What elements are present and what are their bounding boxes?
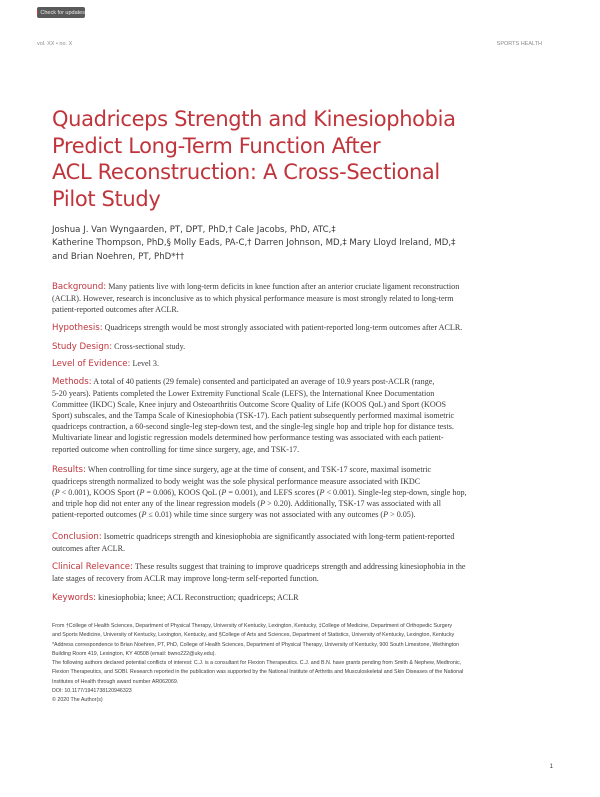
footnote-line: and Sports Medicine, University of Kentucky, Lexington, Kentucky, and §College of Arts and Sciences, Department of Statistics, University of Kentucky, Lexington, Kentucky <box>52 632 455 639</box>
crossmark-icon <box>37 10 38 15</box>
section-label: Background: <box>52 282 107 292</box>
abstract-text: patient-reported outcomes after ACLR. <box>52 305 179 315</box>
abstract-background <box>52 281 550 315</box>
abstract-text: patient-reported outcomes (P ≤ 0.01) while time since surgery was not associated with any outcomes (P > 0.05). <box>52 510 416 520</box>
page-number: 1 <box>549 764 553 770</box>
abstract-methods <box>52 376 550 455</box>
footnote-line: *Address correspondence to Brian Noehren, PT, PhD, College of Health Sciences, Department of Physical Therapy, University of Kentucky, 900 South Limestone, Wethington <box>52 641 460 648</box>
abstract-text: kinesiophobia; knee; ACL Reconstruction; quadriceps; ACLR <box>98 593 299 602</box>
section-label: Conclusion: <box>52 532 102 542</box>
section-label: Level of Evidence: <box>52 359 131 369</box>
section-label: Hypothesis: <box>52 323 103 333</box>
abstract-text: quadriceps strength normalized to body weight was the sole physical performance measure associated with IKDC <box>52 477 421 487</box>
abstract-text: Many patients live with long-term deficits in knee function after an anterior cruciate ligament reconstruction <box>108 282 460 291</box>
author-line: Joshua J. Van Wyngaarden, PT, DPT, PhD,† Cale Jacobs, PhD, ATC,‡ <box>52 225 336 235</box>
section-label: Keywords: <box>52 593 97 603</box>
check-for-updates-badge[interactable] <box>37 7 85 18</box>
abstract-text: quadriceps contraction, a 60-second single-leg step-down test, and the single-leg single hop and triple hop for distance tests. <box>52 422 454 432</box>
title-line: Quadriceps Strength and Kinesiophobia <box>52 107 456 131</box>
doi[interactable]: DOI: 10.1177/1941738120946323 <box>52 688 132 695</box>
abstract-text: A total of 40 patients (29 female) consented and participated an average of 10.9 years post-ACLR (range, <box>93 377 435 386</box>
abstract-hypothesis <box>52 322 550 334</box>
abstract-text: Isometric quadriceps strength and kinesiophobia are significantly associated with long-term patient-reported <box>103 532 455 541</box>
abstract-text: (P < 0.001), KOOS Sport (P = 0.006), KOOS QoL (P = 0.001), and LEFS scores (P < 0.001). Single-leg step-down, single hop, <box>52 488 467 498</box>
abstract-text: Multivariate linear and logistic regression models determined how performance testing was associated with each patient- <box>52 433 444 443</box>
abstract-level-of-evidence <box>52 358 550 370</box>
author-list <box>52 224 552 264</box>
abstract-results <box>52 464 550 520</box>
title-line: ACL Reconstruction: A Cross-Sectional <box>52 160 440 184</box>
copyright: © 2020 The Author(s) <box>52 697 103 704</box>
abstract-text: (ACLR). However, research is inconclusive as to which physical performance measure is most strongly related to long-term <box>52 294 454 304</box>
footnote-line: Building Room 419, Lexington, KY 40508 (email: bwno222@uky.edu). <box>52 650 216 657</box>
footnote-line: Institutes of Health through award number AR062069. <box>52 678 179 685</box>
footnote-line: From †College of Health Sciences, Department of Physical Therapy, University of Kentucky, Lexington, Kentucky, ‡College of Medicine, Department of Orthopedic Surgery <box>52 623 453 629</box>
section-label: Methods: <box>52 377 92 387</box>
title-line: Predict Long-Term Function After <box>52 133 381 158</box>
footnotes <box>52 622 552 706</box>
badge-label: Check for updates <box>40 9 85 16</box>
section-label: Results: <box>52 465 86 475</box>
abstract-text: Sport) subscales, and the Tampa Scale of Kinesiophobia (TSK-17). Each patient subsequently performed maximal isometric <box>52 411 455 421</box>
author-line: and Brian Noehren, PT, PhD*†† <box>52 251 185 262</box>
article-title <box>52 106 522 212</box>
abstract-clinical-relevance <box>52 561 550 584</box>
abstract-text: late stages of recovery from ACLR may improve long-term self-reported function. <box>52 574 319 584</box>
abstract-conclusion <box>52 531 550 554</box>
running-header-volume: vol. XX • no. X <box>37 41 73 47</box>
footnote-line: Flexion Therapeutics, and SOBI. Research reported in the publication was supported by the National Institute of Arthritis and Musculoskeletal and Skin Diseases of the National <box>52 669 464 676</box>
abstract-text: and triple hop did not enter any of the linear regression models (P > 0.20). Additionally, TSK-17 was associated with all <box>52 499 441 509</box>
abstract-text: 5-20 years). Patients completed the Lower Extremity Functional Scale (LEFS), the International Knee Documentation <box>52 389 435 399</box>
abstract-text: Cross-sectional study. <box>114 342 186 351</box>
abstract-text: Level 3. <box>132 359 159 368</box>
abstract-text: Committee (IKDC) Scale, Knee injury and Osteoarthritis Outcome Score Quality of Life (KOOS QoL) and Sport (KOOS <box>52 400 447 410</box>
abstract-text: These results suggest that training to improve quadriceps strength and addressing kinesiophobia in the <box>134 562 466 571</box>
section-label: Clinical Relevance: <box>52 562 133 572</box>
abstract-text: When controlling for time since surgery, age at the time of consent, and TSK-17 score, maximal isometric <box>87 465 432 474</box>
running-header-journal: SPORTS HEALTH <box>496 41 542 47</box>
abstract-text: outcomes after ACLR. <box>52 544 126 554</box>
abstract-text: Quadriceps strength would be most strongly associated with patient-reported long-term outcomes after ACLR. <box>104 323 463 332</box>
title-line: Pilot Study <box>52 186 161 211</box>
abstract-text: reported outcome when controlling for time since surgery, age, and TSK-17. <box>52 444 300 454</box>
author-line: Katherine Thompson, PhD,§ Molly Eads, PA-C,† Darren Johnson, MD,‡ Mary Lloyd Ireland, MD,‡ <box>52 238 456 249</box>
section-label: Study Design: <box>52 342 113 352</box>
footnote-line: The following authors declared potential conflicts of interest: C.J. is a consultant for Flexion Therapeutics. C.J. and B.N. have grants pending from Smith & Nephew, Medtronic, <box>52 660 462 667</box>
abstract-study-design <box>52 341 550 353</box>
abstract-keywords <box>52 592 550 604</box>
